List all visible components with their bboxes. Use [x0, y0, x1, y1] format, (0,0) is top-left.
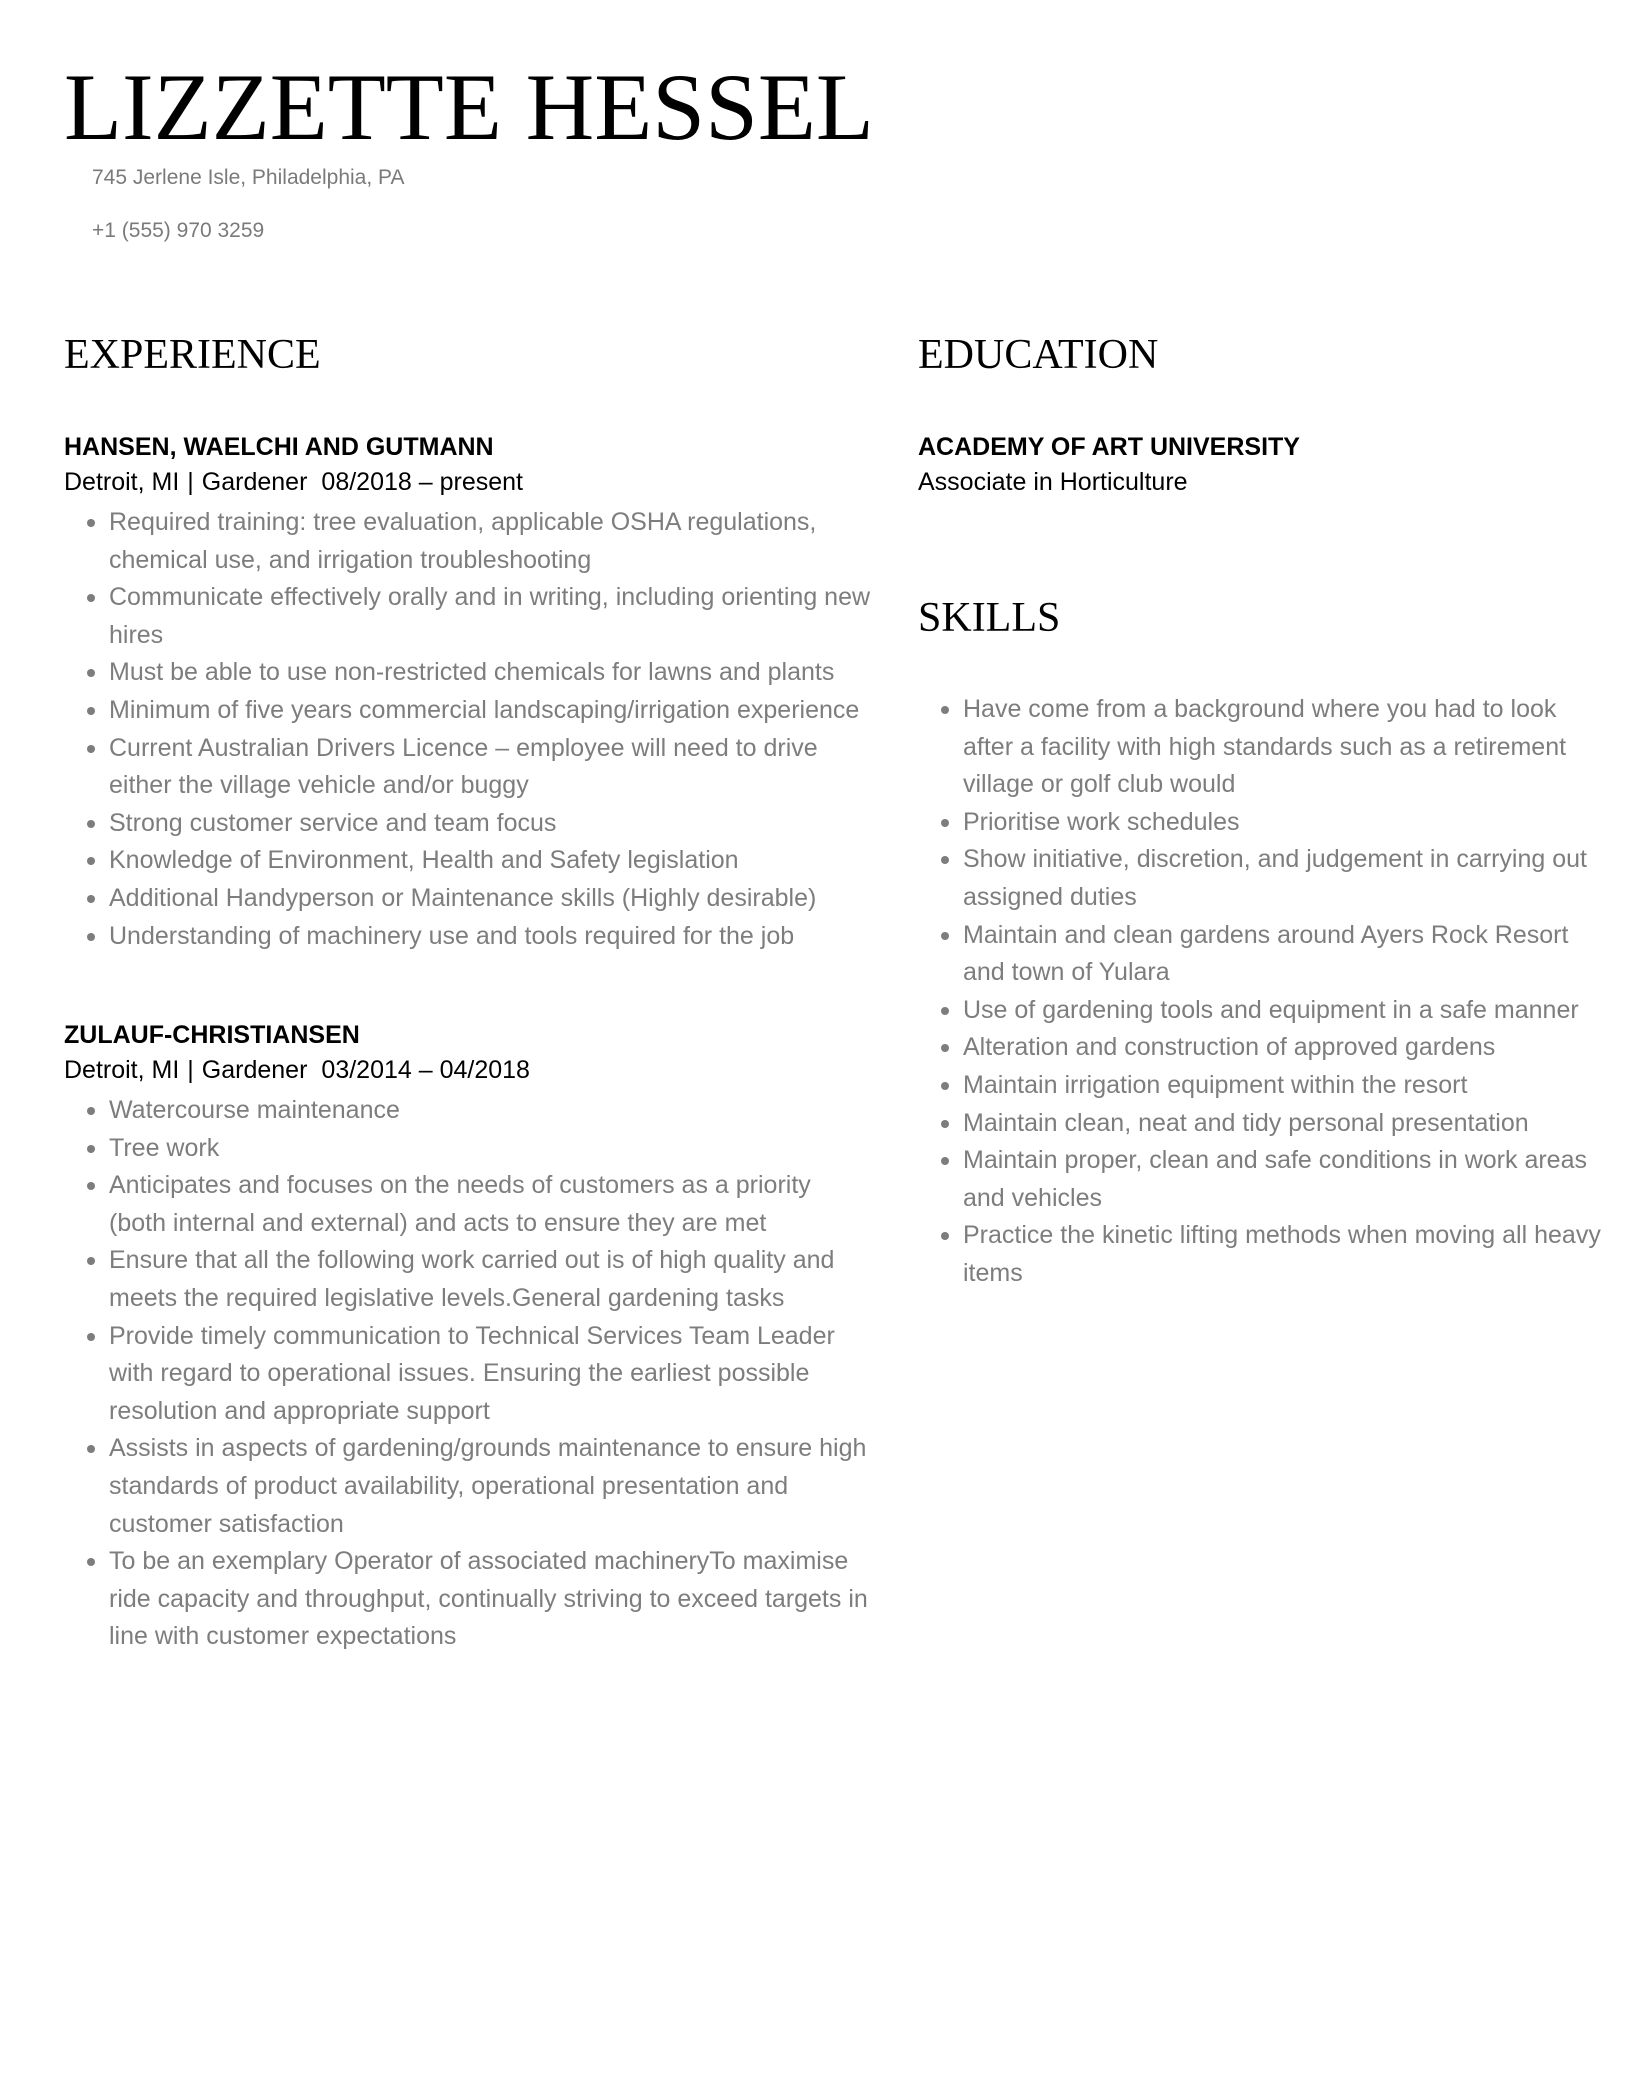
- list-item: Maintain clean, neat and tidy personal presentation: [963, 1105, 1613, 1143]
- list-item: Practice the kinetic lifting methods when moving all heavy items: [963, 1217, 1613, 1292]
- list-item: Provide timely communication to Technical Services Team Leader with regard to operational issues. Ensuring the earliest possible resolution and appropriate support: [109, 1318, 874, 1431]
- contact-address: 745 Jerlene Isle, Philadelphia, PA: [92, 166, 405, 189]
- list-item: Maintain proper, clean and safe conditions in work areas and vehicles: [963, 1142, 1613, 1217]
- education-heading: EDUCATION: [918, 332, 1159, 378]
- list-item: Current Australian Drivers Licence – employee will need to drive either the village vehicle and/or buggy: [109, 730, 874, 805]
- experience-heading: EXPERIENCE: [64, 332, 321, 378]
- skills-list: [918, 691, 1613, 1293]
- education-entry: [918, 430, 1568, 500]
- job-bullets: [64, 504, 874, 955]
- job-role: Gardener: [201, 1056, 308, 1084]
- list-item: Strong customer service and team focus: [109, 805, 874, 843]
- job-meta: [64, 1052, 874, 1088]
- list-item: Must be able to use non-restricted chemicals for lawns and plants: [109, 654, 874, 692]
- job-meta: [64, 464, 874, 500]
- job-dates: 03/2014 – 04/2018: [321, 1056, 530, 1084]
- list-item: Use of gardening tools and equipment in a safe manner: [963, 992, 1613, 1030]
- list-item: Required training: tree evaluation, applicable OSHA regulations, chemical use, and irrigation troubleshooting: [109, 504, 874, 579]
- list-item: Prioritise work schedules: [963, 804, 1613, 842]
- list-item: Tree work: [109, 1130, 874, 1168]
- job-location: Detroit, MI: [64, 1056, 180, 1084]
- list-item: Maintain and clean gardens around Ayers Rock Resort and town of Yulara: [963, 917, 1613, 992]
- list-item: Show initiative, discretion, and judgement in carrying out assigned duties: [963, 841, 1613, 916]
- education-school: ACADEMY OF ART UNIVERSITY: [918, 433, 1300, 461]
- list-item: Knowledge of Environment, Health and Safety legislation: [109, 842, 874, 880]
- list-item: Maintain irrigation equipment within the resort: [963, 1067, 1613, 1105]
- job-entry: [64, 430, 874, 955]
- job-entry: [64, 1018, 874, 1656]
- list-item: Watercourse maintenance: [109, 1092, 874, 1130]
- list-item: Understanding of machinery use and tools required for the job: [109, 918, 874, 956]
- job-separator: |: [187, 468, 194, 496]
- job-bullets: [64, 1092, 874, 1656]
- job-company: ZULAUF-CHRISTIANSEN: [64, 1021, 360, 1049]
- job-role: Gardener: [201, 468, 308, 496]
- list-item: Ensure that all the following work carried out is of high quality and meets the required legislative levels.General gardening tasks: [109, 1242, 874, 1317]
- list-item: Alteration and construction of approved gardens: [963, 1029, 1613, 1067]
- skills-heading: SKILLS: [918, 595, 1061, 641]
- contact-phone: +1 (555) 970 3259: [92, 219, 265, 242]
- job-separator: |: [187, 1056, 194, 1084]
- list-item: Minimum of five years commercial landscaping/irrigation experience: [109, 692, 874, 730]
- job-location: Detroit, MI: [64, 468, 180, 496]
- job-dates: 08/2018 – present: [321, 468, 523, 496]
- list-item: Communicate effectively orally and in writing, including orienting new hires: [109, 579, 874, 654]
- list-item: Anticipates and focuses on the needs of customers as a priority (both internal and external) and acts to ensure they are met: [109, 1167, 874, 1242]
- job-company: HANSEN, WAELCHI AND GUTMANN: [64, 433, 494, 461]
- list-item: Assists in aspects of gardening/grounds maintenance to ensure high standards of product availability, operational presentation and customer satisfaction: [109, 1430, 874, 1543]
- list-item: To be an exemplary Operator of associated machineryTo maximise ride capacity and throughput, continually striving to exceed targets in line with customer expectations: [109, 1543, 874, 1656]
- list-item: Have come from a background where you had to look after a facility with high standards such as a retirement village or golf club would: [963, 691, 1613, 804]
- education-degree: Associate in Horticulture: [918, 468, 1188, 496]
- candidate-name: LIZZETTE HESSEL: [64, 54, 874, 160]
- list-item: Additional Handyperson or Maintenance skills (Highly desirable): [109, 880, 874, 918]
